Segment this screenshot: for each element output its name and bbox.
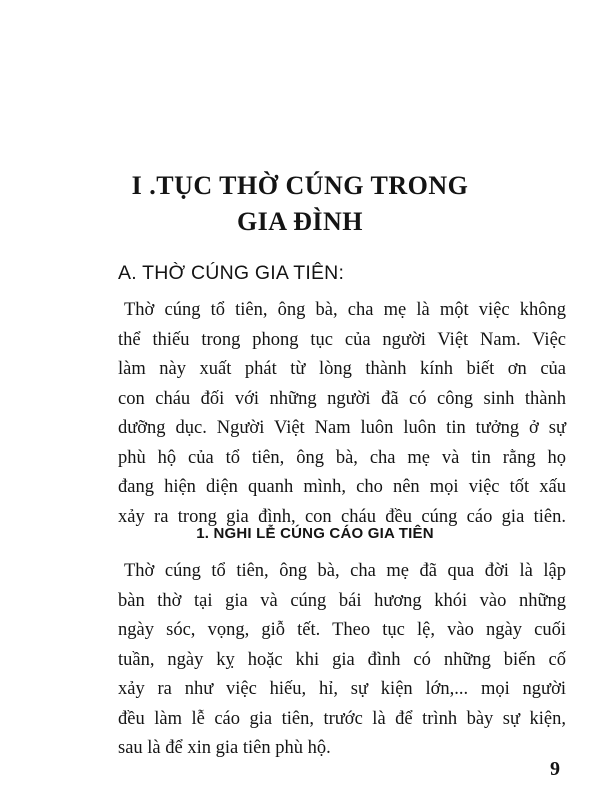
paragraph-line: xảy ra trong gia đình, con cháu đều cúng cáo gia tiên. xyxy=(118,506,566,527)
chapter-title xyxy=(0,168,600,240)
paragraph-line: xảy ra như việc hiếu, hỉ, sự kiện lớn,... mọi người xyxy=(118,679,566,699)
paragraph-line: sau là để xin gia tiên phù hộ. xyxy=(118,738,331,758)
paragraph-line: đang hiện diện quanh mình, cho nên mọi việc tốt xấu xyxy=(118,477,566,497)
chapter-title-line-2: GIA ĐÌNH xyxy=(236,207,364,236)
paragraph-line: bàn thờ tại gia và cúng bái hương khói vào những xyxy=(118,590,566,611)
chapter-title-line-1: I .TỤC THỜ CÚNG TRONG xyxy=(131,171,469,200)
paragraph-line: tuần, ngày kỵ hoặc khi gia đình có những biến cố xyxy=(118,649,566,670)
paragraph-line: đều làm lễ cáo gia tiên, trước là để trình bày sự kiện, xyxy=(118,708,566,729)
paragraph-line: thể thiếu trong phong tục của người Việt Nam. Việc xyxy=(118,329,566,350)
section-heading: A. THỜ CÚNG GIA TIÊN: xyxy=(118,262,345,284)
paragraph-line: ngày sóc, vọng, giỗ tết. Theo tục lệ, vào ngày cuối xyxy=(118,620,566,640)
paragraph-line: Thờ cúng tổ tiên, ông bà, cha mẹ là một việc không xyxy=(124,300,566,320)
paragraph-line: dưỡng dục. Người Việt Nam luôn luôn tin tưởng ở sự xyxy=(118,418,566,438)
subsection-paragraph xyxy=(118,557,566,764)
paragraph-line: Thờ cúng tổ tiên, ông bà, cha mẹ đã qua đời là lập xyxy=(124,561,566,581)
paragraph-line: phù hộ của tổ tiên, ông bà, cha mẹ và tin rằng họ xyxy=(118,447,566,468)
page-number: 9 xyxy=(550,758,560,780)
paragraph-line: con cháu đối với những người đã có công sinh thành xyxy=(118,388,566,409)
subsection-heading: 1. NGHI LỄ CÚNG CÁO GIA TIÊN xyxy=(196,525,434,542)
paragraph-line: làm này xuất phát từ lòng thành kính biết ơn của xyxy=(118,359,566,379)
section-paragraph xyxy=(118,296,566,532)
